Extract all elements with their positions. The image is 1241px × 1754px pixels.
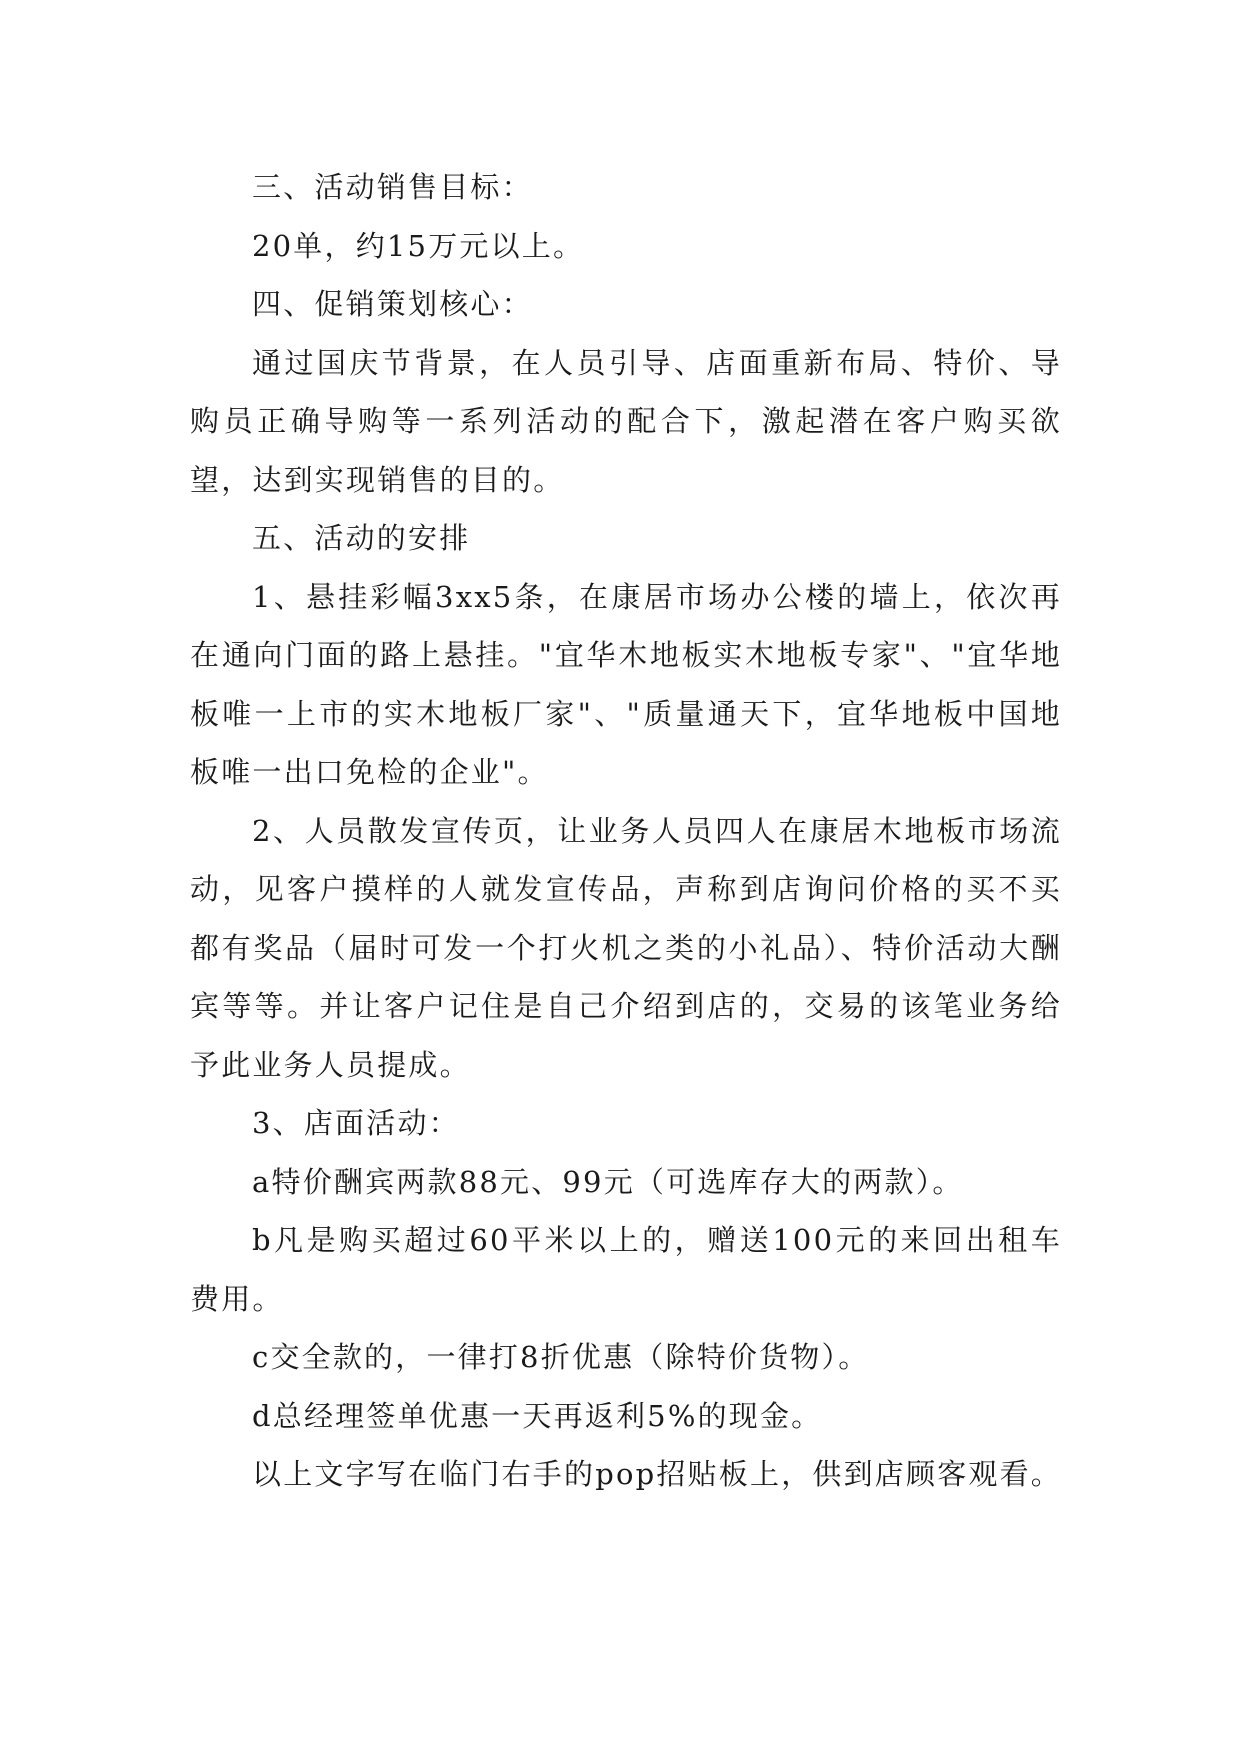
paragraph-promotion-core: 通过国庆节背景，在人员引导、店面重新布局、特价、导购员正确导购等一系列活动的配合下，激起潜在客户购买欲望，达到实现销售的目的。 [190, 345, 1062, 497]
list-item-a: a特价酬宾两款88元、99元（可选库存大的两款）。 [252, 1164, 964, 1199]
heading-store-activities: 3、店面活动： [252, 1106, 460, 1140]
heading-activity-arrangement: 五、活动的安排 [252, 521, 471, 555]
list-item-c: c交全款的，一律打8折优惠（除特价货物）。 [252, 1340, 870, 1374]
document-body [190, 158, 1062, 1504]
list-item-d: d总经理签单优惠一天再返利5%的现金。 [252, 1398, 823, 1433]
paragraph-sales-target: 20单，约15万元以上。 [252, 228, 585, 263]
heading-sales-target: 三、活动销售目标： [252, 170, 533, 204]
paragraph-pop-board: 以上文字写在临门右手的pop招贴板上，供到店顾客观看。 [252, 1457, 1062, 1491]
heading-promotion-core: 四、促销策划核心： [252, 287, 533, 321]
paragraph-banners: 1、悬挂彩幅3xx5条，在康居市场办公楼的墙上，依次再在通向门面的路上悬挂。"宜华木地板实木地板专家"、"宜华地板唯一上市的实木地板厂家"、"质量通天下，宜华地板中国地板唯一出口免检的企业"。 [190, 579, 1062, 789]
list-item-b: b凡是购买超过60平米以上的，赠送100元的来回出租车费用。 [190, 1223, 1062, 1316]
paragraph-flyers: 2、人员散发宣传页，让业务人员四人在康居木地板市场流动，见客户摸样的人就发宣传品，声称到店询问价格的买不买都有奖品（届时可发一个打火机之类的小礼品）、特价活动大酬宾等等。并让客户记住是自己介绍到店的，交易的该笔业务给予此业务人员提成。 [190, 813, 1062, 1082]
